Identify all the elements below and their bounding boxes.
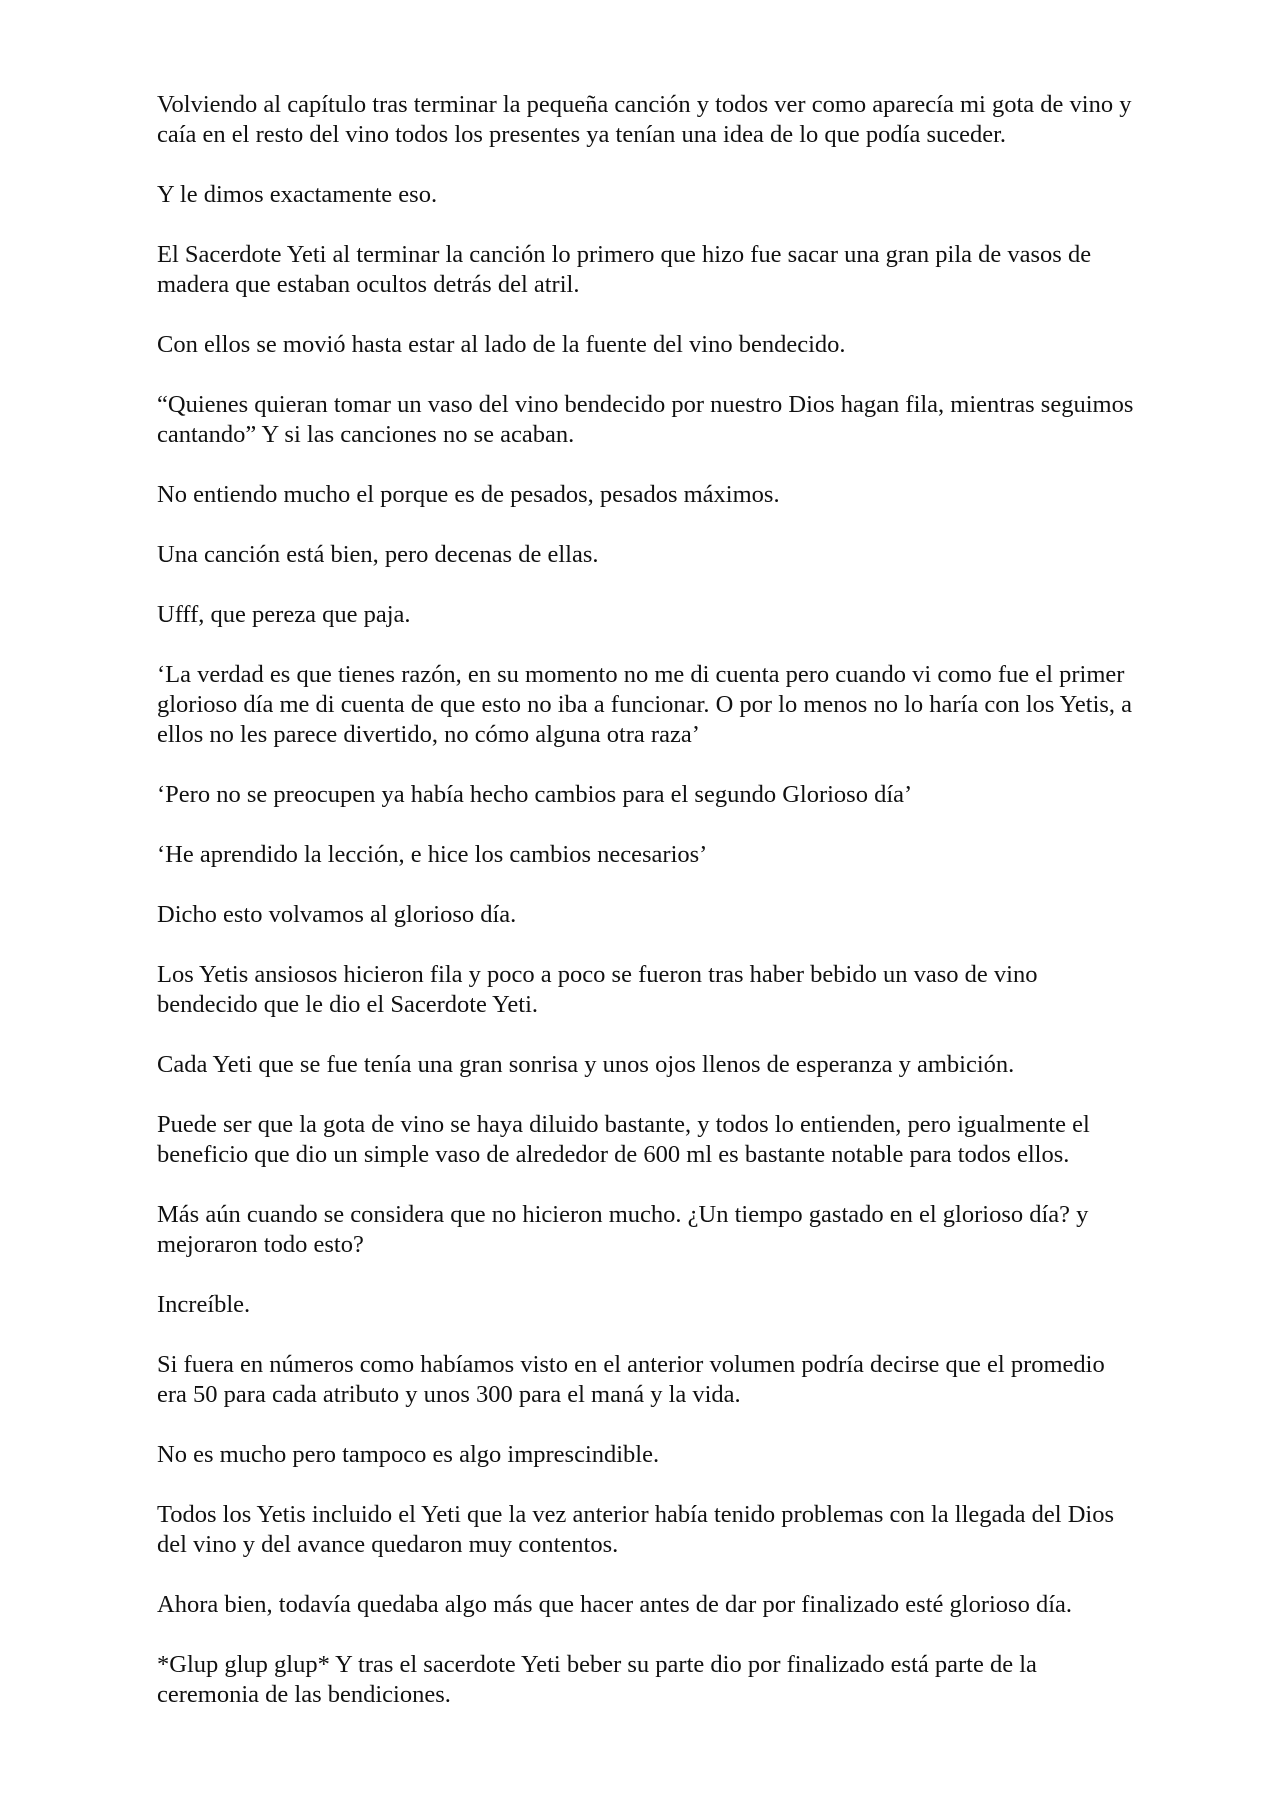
paragraph: Cada Yeti que se fue tenía una gran sonrisa y unos ojos llenos de esperanza y ambición. (157, 1051, 1015, 1078)
paragraph: ‘He aprendido la lección, e hice los cambios necesarios’ (157, 841, 708, 868)
paragraph: Más aún cuando se considera que no hicieron mucho. ¿Un tiempo gastado en el glorioso día? y mejoraron todo esto? (157, 1201, 1089, 1258)
paragraph: *Glup glup glup* Y tras el sacerdote Yeti beber su parte dio por finalizado está parte de la ceremonia de las bendiciones. (157, 1651, 1037, 1708)
paragraph: Si fuera en números como habíamos visto en el anterior volumen podría decirse que el promedio era 50 para cada atributo y unos 300 para el maná y la vida. (157, 1351, 1105, 1408)
paragraph: Volviendo al capítulo tras terminar la pequeña canción y todos ver como aparecía mi gota de vino y caía en el resto del vino todos los presentes ya tenían una idea de lo que podía suceder. (157, 91, 1132, 148)
paragraph: Puede ser que la gota de vino se haya diluido bastante, y todos lo entienden, pero igualmente el beneficio que dio un simple vaso de alrededor de 600 ml es bastante notable para todos ellos. (157, 1111, 1090, 1168)
paragraph: “Quienes quieran tomar un vaso del vino bendecido por nuestro Dios hagan fila, mientras seguimos cantando” Y si las canciones no se acaban. (157, 391, 1134, 448)
paragraph: Los Yetis ansiosos hicieron fila y poco a poco se fueron tras haber bebido un vaso de vino bendecido que le dio el Sacerdote Yeti. (157, 961, 1038, 1018)
paragraph: Una canción está bien, pero decenas de ellas. (157, 541, 599, 568)
paragraph: Increíble. (157, 1291, 251, 1318)
paragraph: ‘La verdad es que tienes razón, en su momento no me di cuenta pero cuando vi como fue el primer glorioso día me di cuenta de que esto no iba a funcionar. O por lo menos no lo haría con los Yetis, a ellos no les parece divertido, no cómo alguna otra raza’ (157, 661, 1133, 748)
paragraph: Todos los Yetis incluido el Yeti que la vez anterior había tenido problemas con la llegada del Dios del vino y del avance quedaron muy contentos. (157, 1501, 1114, 1558)
paragraph: Con ellos se movió hasta estar al lado de la fuente del vino bendecido. (157, 331, 846, 358)
paragraph: No entiendo mucho el porque es de pesados, pesados máximos. (157, 481, 780, 508)
document-body (157, 90, 1137, 1740)
paragraph: No es mucho pero tampoco es algo imprescindible. (157, 1441, 660, 1468)
paragraph: Dicho esto volvamos al glorioso día. (157, 901, 517, 928)
paragraph: ‘Pero no se preocupen ya había hecho cambios para el segundo Glorioso día’ (157, 781, 913, 808)
paragraph: Ahora bien, todavía quedaba algo más que hacer antes de dar por finalizado esté glorioso día. (157, 1591, 1073, 1618)
paragraph: El Sacerdote Yeti al terminar la canción lo primero que hizo fue sacar una gran pila de vasos de madera que estaban ocultos detrás del atril. (157, 241, 1092, 298)
paragraph: Y le dimos exactamente eso. (157, 181, 438, 208)
paragraph: Ufff, que pereza que paja. (157, 601, 411, 628)
